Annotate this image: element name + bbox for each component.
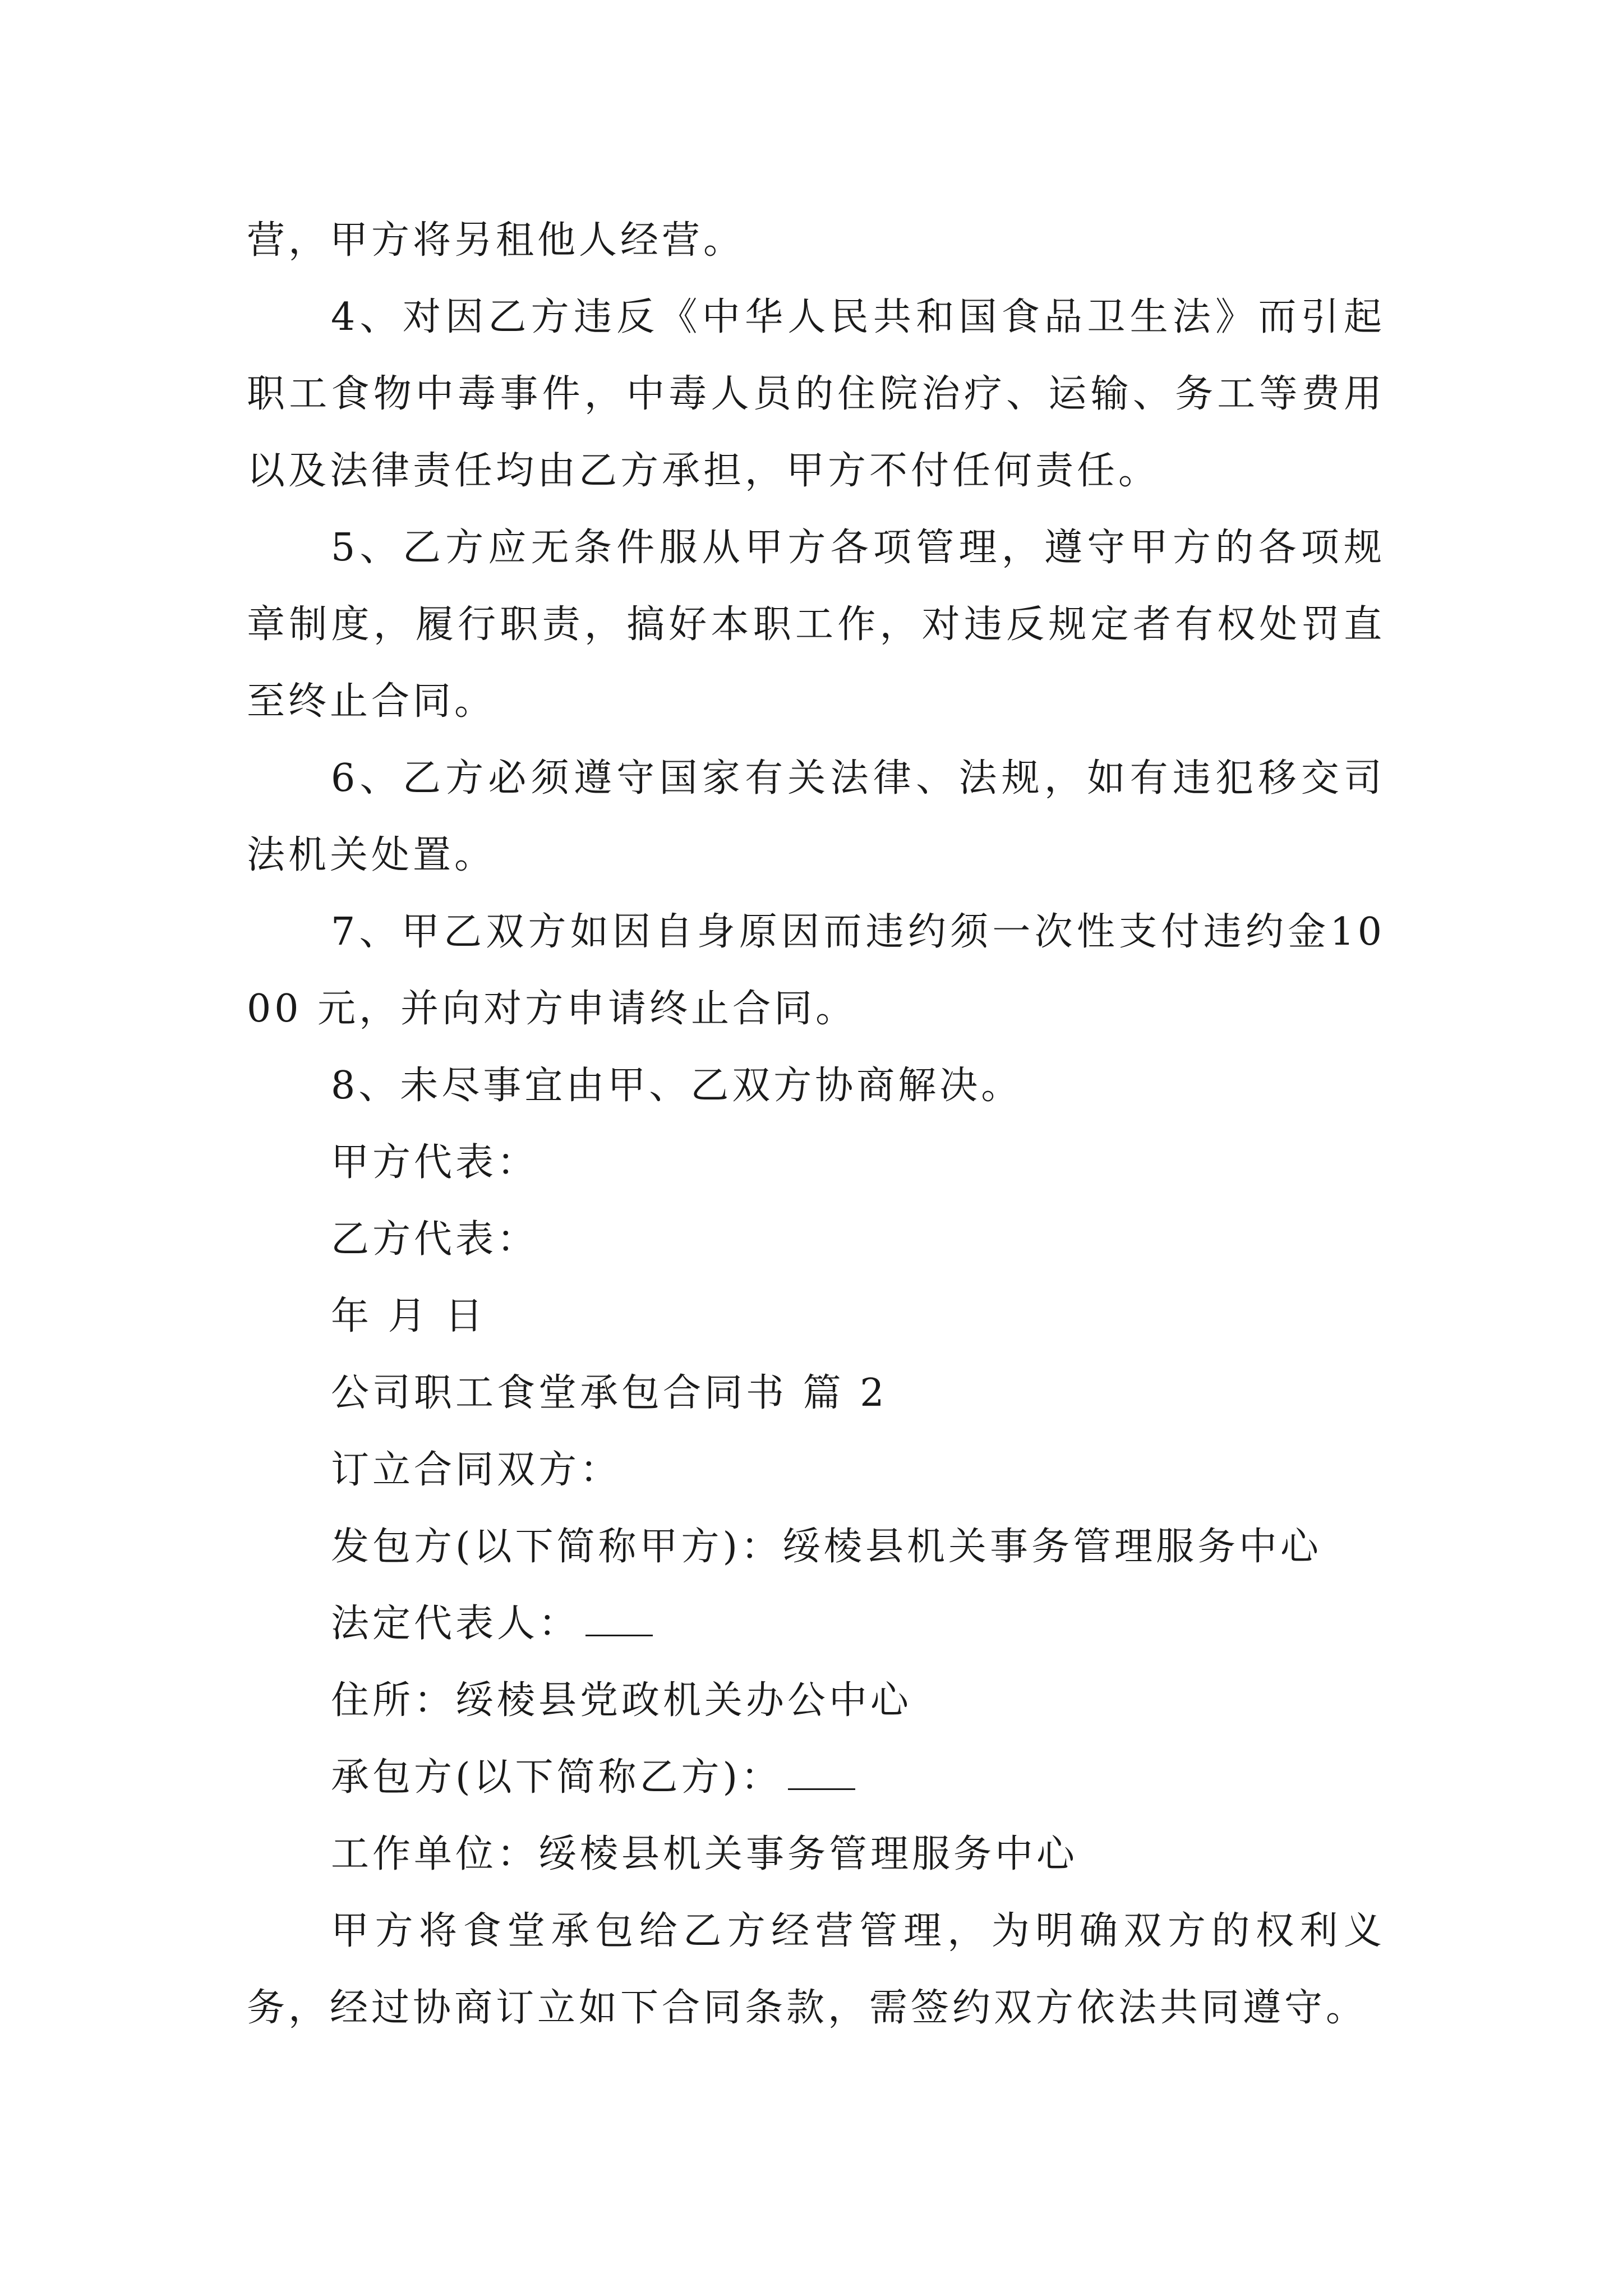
work-unit-line: 工作单位：绥棱县机关事务管理服务中心 xyxy=(331,1832,1078,1876)
contractor-line: 发包方(以下简称甲方)：绥棱县机关事务管理服务中心 xyxy=(331,1525,1322,1569)
legal-representative-label: 法定代表人： xyxy=(331,1602,580,1646)
contractee-label: 承包方(以下简称乙方)： xyxy=(331,1755,783,1800)
legal-representative-blank xyxy=(585,1603,653,1636)
address-line: 住所：绥棱县党政机关办公中心 xyxy=(331,1678,912,1723)
paragraph-clause-5: 5、乙方应无条件服从甲方各项管理，遵守甲方的各项规章制度，履行职责，搞好本职工作，对违反规定者有权处罚直至终止合同。 xyxy=(247,526,1385,724)
section-title: 公司职工食堂承包合同书 篇 2 xyxy=(331,1371,888,1415)
date-line: 年 月 日 xyxy=(331,1294,487,1338)
legal-representative-line xyxy=(247,1585,1385,1662)
paragraph-clause-4: 4、对因乙方违反《中华人民共和国食品卫生法》而引起职工食物中毒事件，中毒人员的住院治疗、运输、务工等费用以及法律责任均由乙方承担，甲方不付任何责任。 xyxy=(247,295,1385,493)
paragraph-clause-8: 8、未尽事宜由甲、乙双方协商解决。 xyxy=(331,1064,1023,1108)
contractee-blank xyxy=(788,1757,855,1790)
document-body xyxy=(247,202,1385,2046)
contractee-line xyxy=(247,1739,1385,1816)
agreement-paragraph: 甲方将食堂承包给乙方经营管理，为明确双方的权利义务，经过协商订立如下合同条款，需签约双方依法共同遵守。 xyxy=(247,1909,1385,2030)
contract-parties-heading: 订立合同双方： xyxy=(331,1448,622,1492)
paragraph-clause-7: 7、甲乙双方如因自身原因而违约须一次性支付违约金1000 元，并向对方申请终止合同。 xyxy=(247,910,1385,1031)
party-a-representative-line: 甲方代表： xyxy=(331,1140,539,1185)
paragraph-clause-6: 6、乙方必须遵守国家有关法律、法规，如有违犯移交司法机关处置。 xyxy=(247,756,1385,877)
paragraph-continuation: 营，甲方将另租他人经营。 xyxy=(247,218,745,263)
party-b-representative-line: 乙方代表： xyxy=(331,1217,539,1262)
